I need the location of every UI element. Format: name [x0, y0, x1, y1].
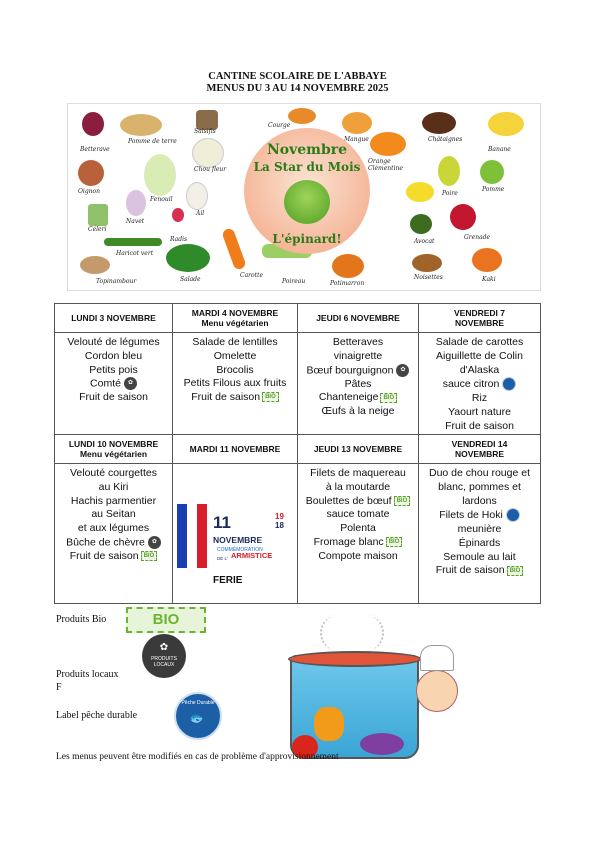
- menu-item: Œufs à la neige: [321, 405, 395, 418]
- menu-item: au Kiri: [98, 480, 129, 493]
- menu-item: Cordon bleu: [84, 349, 143, 362]
- menu-item: sauce citron: [442, 378, 500, 391]
- veg-label: Poire: [442, 190, 458, 197]
- menu-item: Fruit de saison: [445, 419, 514, 432]
- menu-item: Bûche de chèvre: [66, 536, 145, 549]
- salsifis-icon: [196, 110, 218, 130]
- pepper-icon: [314, 707, 344, 741]
- armistice-month: NOVEMBRE: [213, 535, 263, 545]
- chef-face-icon: [416, 670, 458, 712]
- veg-label: Céleri: [88, 226, 107, 233]
- soup-icon: [288, 651, 422, 667]
- veg-label: Topinambour: [96, 278, 137, 285]
- french-flag-icon: [177, 504, 207, 568]
- potimarron-icon: [332, 254, 364, 278]
- menu-cell: [173, 333, 297, 405]
- menu-item: Hachis parmentier: [70, 494, 157, 507]
- page-title: CANTINE SCOLAIRE DE L'ABBAYE: [208, 71, 387, 82]
- veg-label: Banane: [488, 146, 511, 153]
- menu-item: Boulettes de bœuf: [305, 494, 392, 507]
- veg-label: Carotte: [240, 272, 264, 279]
- veg-label: Courge: [268, 122, 291, 129]
- veg-label: Salade: [180, 276, 201, 283]
- menu-item: Petits pois: [89, 363, 138, 376]
- menu-table: [54, 303, 541, 604]
- day-header: VENDREDI 7 NOVEMBRE: [419, 304, 541, 333]
- menu-item: Semoule au lait: [443, 550, 516, 563]
- menu-item: au Seitan: [91, 508, 136, 521]
- menu-cell: [419, 464, 540, 578]
- menu-item: Brocolis: [216, 363, 254, 376]
- veg-label: Oignon: [78, 188, 101, 195]
- chou-fleur-icon: [192, 138, 224, 168]
- veg-label: Radis: [170, 236, 188, 243]
- menu-note: Les menus peuvent être modifiés en cas de problème d'approvisionnement: [56, 752, 339, 762]
- courge-icon: [288, 108, 316, 124]
- menu-item: meunière: [457, 522, 502, 535]
- menu-item: Aiguillette de Colin: [436, 349, 523, 362]
- veg-label: Châtaignes: [428, 136, 463, 143]
- menu-item: Fruit de saison: [191, 391, 261, 404]
- bio-badge-icon: BIO: [386, 537, 403, 547]
- star-du-mois-circle: [244, 128, 370, 254]
- menu-cell: [55, 333, 172, 405]
- day-header: VENDREDI 14 NOVEMBRE: [419, 435, 541, 464]
- veg-label: Avocat: [414, 238, 435, 245]
- veg-label: Pomme de terre: [128, 138, 177, 145]
- menu-item: Filets de maquereau: [310, 467, 406, 479]
- veg-label: Salsifis: [194, 128, 216, 135]
- bio-badge-icon: BIO: [262, 392, 279, 402]
- veg-label: Chou fleur: [194, 166, 227, 173]
- menu-item: Fruit de saison: [79, 391, 148, 404]
- menu-item: Fromage blanc: [313, 535, 384, 548]
- menu-item: Salade de lentilles: [192, 336, 278, 348]
- celeri-icon: [88, 204, 108, 226]
- topinambour-icon: [80, 256, 110, 274]
- menu-item: Petits Filous aux fruits: [183, 377, 287, 390]
- menu-cell: [419, 333, 540, 433]
- day-header: JEUDI 6 NOVEMBRE: [298, 304, 419, 333]
- veg-label: Poireau: [282, 278, 306, 285]
- menu-item: et aux légumes: [77, 522, 150, 535]
- peche-durable-logo-icon: Pêche Durable 🐟: [174, 692, 222, 740]
- menu-item: Compote maison: [318, 549, 398, 562]
- menu-item: Velouté de légumes: [67, 336, 160, 348]
- fenouil-icon: [144, 154, 176, 196]
- veg-label: Pomme: [482, 186, 505, 193]
- betterave-icon: [82, 112, 104, 136]
- armistice-year: 18: [275, 521, 284, 530]
- veg-label: Kaki: [482, 276, 496, 283]
- star-subtitle: La Star du Mois: [253, 160, 361, 174]
- menu-item: Salade de carottes: [435, 336, 524, 348]
- orange-icon: [370, 132, 406, 156]
- peche-durable-icon: [506, 508, 520, 522]
- armistice-day: 11: [213, 513, 231, 532]
- page-subtitle: MENUS DU 3 AU 14 NOVEMBRE 2025: [206, 83, 389, 94]
- navet-icon: [126, 190, 146, 216]
- bio-logo-icon: BIO: [126, 607, 206, 633]
- chataigne-icon: [422, 112, 456, 134]
- veg-label: Navet: [126, 218, 145, 225]
- legend-local-label: Produits locaux: [56, 669, 119, 680]
- menu-cell: [55, 464, 172, 564]
- veg-label: Orange Clémentine: [368, 158, 403, 172]
- noisettes-icon: [412, 254, 442, 272]
- menu-item: sauce tomate: [326, 508, 390, 521]
- armistice-logo: 11 19 18 NOVEMBRE COMMÉMORATION DE L' ARMISTICE: [213, 512, 284, 561]
- day-header: LUNDI 10 NOVEMBRE Menu végétarien: [55, 435, 173, 464]
- veg-label: Haricot vert: [116, 250, 154, 257]
- star-title: Novembre: [266, 142, 348, 158]
- grenade-icon: [450, 204, 476, 230]
- star-name: L'épinard!: [272, 232, 342, 246]
- mangue-icon: [342, 112, 372, 134]
- menu-item: Omelette: [213, 349, 257, 362]
- menu-item: Pâtes: [344, 377, 372, 390]
- local-logo-icon: ✿ PRODUITS LOCAUX: [142, 634, 186, 678]
- oignon-icon: [78, 160, 104, 186]
- ail-icon: [186, 182, 208, 210]
- menu-item: Filets de Hoki: [439, 509, 503, 522]
- menu-item: à la moutarde: [325, 480, 391, 493]
- chef-hat-icon: [420, 645, 454, 671]
- menu-cell: [298, 333, 418, 419]
- legend-bio-label: Produits Bio: [56, 614, 107, 625]
- local-product-icon: ✿: [148, 536, 161, 549]
- veg-label: Fenouil: [150, 196, 173, 203]
- cook-pot-illustration: [280, 615, 480, 770]
- peche-durable-icon: [502, 377, 516, 391]
- haricot-vert-icon: [104, 238, 162, 246]
- veg-label: Noisettes: [414, 274, 443, 281]
- menu-item: Fruit de saison: [69, 550, 139, 563]
- menu-cell: [298, 464, 418, 564]
- menu-item: Comté: [90, 377, 121, 390]
- pomme-icon: [480, 160, 504, 184]
- radis-icon: [172, 208, 184, 222]
- bio-badge-icon: BIO: [380, 393, 397, 403]
- menu-item: Velouté courgettes: [70, 467, 157, 479]
- avocat-icon: [410, 214, 432, 234]
- holiday-label: FERIE: [213, 575, 243, 586]
- citron-icon: [406, 182, 434, 202]
- local-product-icon: ✿: [124, 377, 137, 390]
- menu-item: Duo de chou rouge et: [429, 467, 530, 479]
- menu-item: lardons: [462, 494, 497, 507]
- kaki-icon: [472, 248, 502, 272]
- eggplant-icon: [360, 733, 404, 755]
- menu-item: Riz: [471, 391, 488, 404]
- menu-item: Yaourt nature: [448, 405, 511, 418]
- veg-label: Potimarron: [330, 280, 365, 287]
- banner-star-du-mois: [67, 103, 541, 291]
- veg-label: Ail: [196, 210, 205, 217]
- menu-item: d'Alaska: [459, 363, 500, 376]
- menu-item: Polenta: [340, 522, 376, 535]
- armistice-year: 19: [275, 512, 284, 521]
- legend-local-extra: F: [56, 682, 62, 693]
- day-header: MARDI 4 NOVEMBRE Menu végétarien: [173, 304, 298, 333]
- day-header: MARDI 11 NOVEMBRE: [173, 435, 298, 464]
- menu-item: vinaigrette: [333, 349, 383, 362]
- bio-badge-icon: BIO: [507, 566, 524, 576]
- legend-peche-label: Label pêche durable: [56, 710, 138, 721]
- menu-item: Bœuf bourguignon: [306, 363, 394, 376]
- bio-badge-icon: BIO: [141, 551, 158, 561]
- bio-badge-icon: BIO: [394, 496, 411, 506]
- spinach-icon: [284, 180, 330, 224]
- veg-label: Mangue: [344, 136, 369, 143]
- local-product-icon: ✿: [396, 364, 409, 377]
- holiday-cell: [173, 464, 297, 603]
- steam-icon: [320, 615, 384, 651]
- banane-icon: [488, 112, 524, 136]
- menu-item: Fruit de saison: [435, 564, 505, 577]
- veg-label: Betterave: [80, 146, 110, 153]
- potato-icon: [120, 114, 162, 136]
- day-header: LUNDI 3 NOVEMBRE: [55, 304, 173, 333]
- menu-item: Épinards: [458, 536, 501, 549]
- carotte-icon: [221, 227, 247, 271]
- menu-item: Chanteneige: [318, 391, 379, 404]
- veg-label: Grenade: [464, 234, 491, 241]
- menu-item: blanc, pommes et: [438, 480, 521, 493]
- poire-icon: [438, 156, 460, 186]
- menu-item: Betteraves: [332, 336, 384, 348]
- salade-icon: [166, 244, 210, 272]
- day-header: JEUDI 13 NOVEMBRE: [298, 435, 419, 464]
